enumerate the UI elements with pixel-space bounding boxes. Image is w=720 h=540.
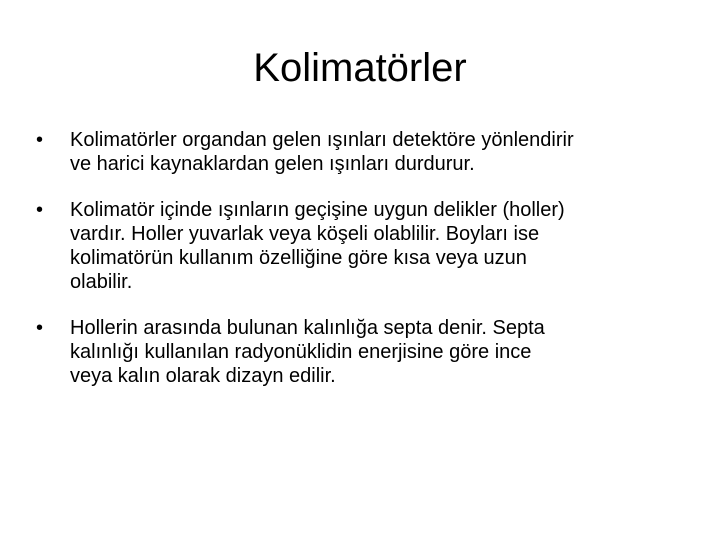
bullet-item-1 [36, 128, 686, 176]
bullet-list [36, 128, 686, 388]
bullet-marker: • [36, 317, 44, 339]
bullet-text: Kolimatörler organdan gelen ışınları detektöre yönlendirir ve harici kaynaklardan gelen ışınları durdurur. [70, 129, 574, 175]
bullet-marker: • [36, 129, 44, 151]
bullet-marker: • [36, 199, 44, 221]
bullet-item-2 [36, 198, 686, 294]
slide-title: Kolimatörler [253, 46, 467, 90]
bullet-text: Kolimatör içinde ışınların geçişine uygun delikler (holler) vardır. Holler yuvarlak veya köşeli olablilir. Boyları ise kolimatörün kullanım özelliğine göre kısa veya uzun olabilir. [70, 199, 565, 293]
bullet-item-3 [36, 316, 686, 388]
bullet-text: Hollerin arasında bulunan kalınlığa septa denir. Septa kalınlığı kullanılan radyonüklidin enerjisine göre ince veya kalın olarak dizayn edilir. [70, 317, 545, 387]
